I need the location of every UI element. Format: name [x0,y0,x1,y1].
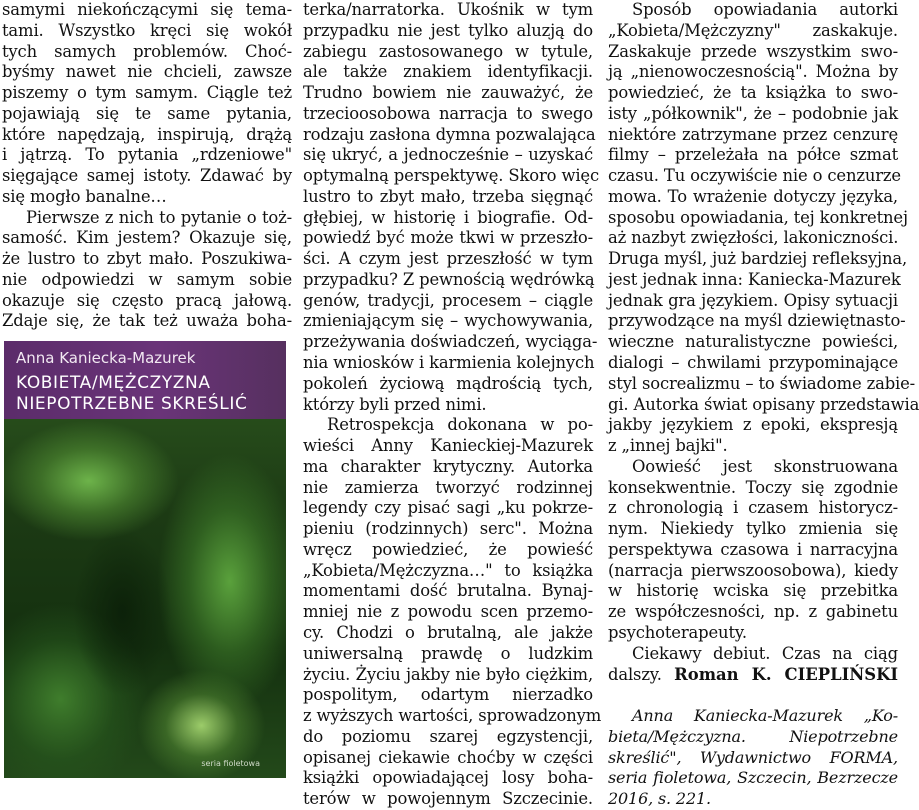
text-line: że lustro to zbyt mało. Poszukiwa- [2,249,292,269]
cover-title-line-2: NIEPOTRZEBNE SKREŚLIĆ [16,394,248,414]
text-line: byśmy nawet nie chcieli, zawsze [2,62,292,82]
author-signature: Roman K. CIEPLIŃSKI [674,664,898,684]
text-line: jakby językiem z epoki, ekspresją [608,415,898,435]
text-line: psychoterapeuty. [608,622,747,642]
text-line: i jątrzą. To pytania „rdzeniowe" [2,145,292,165]
text-line: do poziomu szarej egzystencji, [303,726,593,746]
text-line: terów w powojennym Szczecinie. [303,789,593,809]
text-line: czasu. Tu oczywiście nie o cenzurze [608,166,901,186]
text-line: wieści Anny Kanieckiej-Mazurek [303,436,593,456]
text-line: Druga myśl, już bardziej refleksyjna, [608,249,908,269]
text-line: książki opowiadającej losy boha- [303,768,593,788]
text-line: głębiej, w historię i biografie. Od- [303,207,593,227]
text-line: wieczne naturalistyczne powieści, [608,332,898,352]
article-column-2 [303,0,602,810]
text-line: filmy – przeleżała na półce szmat [608,145,898,165]
text-line: pospolitym, odartym nierzadko [303,685,593,705]
caption-line: bieta/Mężczyzna. Niepotrzebne [608,726,898,746]
article-column-3 [608,0,919,810]
caption-line: Anna Kaniecka-Mazurek „Ko- [632,706,898,726]
text-line: jest jednak inna: Kaniecka-Mazurek [608,269,901,289]
text-line: z chronologią i czasem historycz- [608,498,898,518]
caption-line: seria fioletowa, Szczecin, Bezrzecze [608,768,898,788]
text-line: powiedzieć, że ta książka to swo- [608,83,898,103]
text-line: tami. Wszystko kręci się wokół [2,20,292,40]
text-line: konsekwentnie. Toczy się zgodnie [608,477,898,497]
text-line: z wyższych wartości, sprowadzonym [303,706,602,726]
text-line: legendy czy pisać sagi „ku pokrze- [303,498,593,518]
caption-line: skreślić", Wydawnictwo FORMA, [608,747,898,767]
text-line: wręcz powiedzieć, że powieść [303,539,593,559]
text-line: mniej nie z powodu scen przemo- [303,602,593,622]
cover-title-band [4,341,286,419]
text-line: nym. Niekiedy tylko zmienia się [608,519,898,539]
text-line: isty „półkownik", że – podobnie jak [608,103,898,123]
text-line: dialogi – chwilami przypominające [608,353,898,373]
text-line: okazuje się często pracą jałową. [2,290,292,310]
text-line: cy. Chodzi o brutalną, ale jakże [303,622,593,642]
text-line: ści. A czym jest przeszłość w tym [303,249,593,269]
text-line: Ciekawy debiut. Czas na ciąg [632,643,898,663]
text-line: Pierwsze z nich to pytanie o toż- [26,207,292,227]
text-line: nia wniosków i karmienia kolejnych [303,353,595,373]
text-line: „Kobieta/Mężczyzny" zaskakuje. [608,20,898,40]
text-line: pokoleń życiową mądrością tych, [303,373,593,393]
text-line: „Kobieta/Mężczyzna…" to książka [303,560,593,580]
text-line: styl socrealizmu – to świadome zabie- [608,373,916,393]
text-line: tych samych problemów. Choć- [2,41,292,61]
book-cover-image [4,341,286,778]
text-line: uniwersalną prawdę o ludzkim [303,643,593,663]
text-line: Zaskakuje przede wszystkim swo- [608,41,898,61]
text-line: terka/narratorka. Ukośnik w tym [303,0,593,19]
cover-author: Anna Kaniecka-Mazurek [16,349,196,367]
text-line: przypadku nie jest tylko aluzją do [303,20,593,40]
text-line: jednak gra językiem. Opisy sytuacji [608,290,898,310]
text-line: aż nazbyt zwięzłości, lakoniczności. [608,228,899,248]
text-line: gi. Autorka świat opisany przedstawia [608,394,919,414]
text-line: samymi niekończącymi się tema- [2,0,292,19]
text-line: samość. Kim jestem? Okazuje się, [2,228,292,248]
text-line: optymalną perspektywę. Skoro więc [303,166,600,186]
text-line: zabiegu zastosowanego w tytule, [303,41,593,61]
text-line: trzecioosobowa narracja to swego [303,103,593,123]
text-line: zmieniającym się – wychowywania, [303,311,593,331]
text-line: pojawiają się te same pytania, [2,103,292,123]
text-line: sięgające samej istoty. Zdawać by [2,166,292,186]
text-line: w historię wciska się przebitka [608,581,898,601]
text-line: ma charakter krytyczny. Autorka [303,456,593,476]
text-line: piszemy o tym samym. Ciągle też [2,83,292,103]
signature-line [608,665,898,686]
text-line: sposobu opowiadania, tej konkretnej [608,207,908,227]
text-line: Oowieść jest skonstruowana [632,456,898,476]
text-line: z „innej bajki". [608,436,728,456]
text-line: ją „nienowoczesnością". Można by [608,62,898,82]
text-line: dalszy. [608,664,662,684]
text-line: się mogło banalne… [2,186,167,206]
cover-publisher-mark: seria fioletowa [201,759,260,768]
text-line: Retrospekcja dokonana w po- [327,415,593,435]
text-line: Zdaje się, że tak też uważa boha- [2,311,292,331]
caption-line: 2016, s. 221. [608,789,711,809]
text-line: się ukryć, a jednocześnie – uzyskać [303,145,593,165]
text-line: momentami dość brutalna. Bynaj- [303,581,593,601]
text-line: niektóre zatrzymane przez cenzurę [608,124,898,144]
text-line: Trudno bowiem nie zauważyć, że [303,83,593,103]
text-line: ale także znakiem identyfikacji. [303,62,593,82]
text-line: życiu. Życiu jakby nie było ciężkim, [303,664,593,684]
spacer [608,685,898,706]
text-line: mowa. To wrażenie dotyczy języka, [608,186,898,206]
text-line: perspektywa czasowa i narracyjna [608,539,898,559]
text-line: przypadku? Z pewnością wędrówką [303,269,595,289]
text-line: lustro to zbyt mało, trzeba sięgnąć [303,186,593,206]
cover-title-line-1: KOBIETA/MĘŻCZYZNA [16,373,211,393]
text-line: ze współczesności, np. z gabinetu [608,602,898,622]
text-line: nie odpowiedzi w samym sobie [2,269,292,289]
text-line: którzy byli przed nimi. [303,394,487,414]
text-line: przeżywania doświadczeń, wyciąga- [303,332,598,352]
text-line: powiedź być może tkwi w przeszło- [303,228,593,248]
text-line: przywodzące na myśl dziewiętnasto- [608,311,906,331]
text-line: genów, tradycji, procesem – ciągle [303,290,593,310]
text-line: nie zamierza tworzyć rodzinnej [303,477,593,497]
text-line: które napędzają, inspirują, drążą [2,124,292,144]
text-line: (narracja pierwszoosobowa), kiedy [608,560,898,580]
text-line: rodzaju zasłona dymna pozwalająca [303,124,596,144]
text-line: Sposób opowiadania autorki [632,0,898,19]
text-line: opisanej ciekawie choćby w części [303,747,593,767]
article-column-1 [2,0,292,332]
text-line: pieniu (rodzinnych) serc". Można [303,519,593,539]
